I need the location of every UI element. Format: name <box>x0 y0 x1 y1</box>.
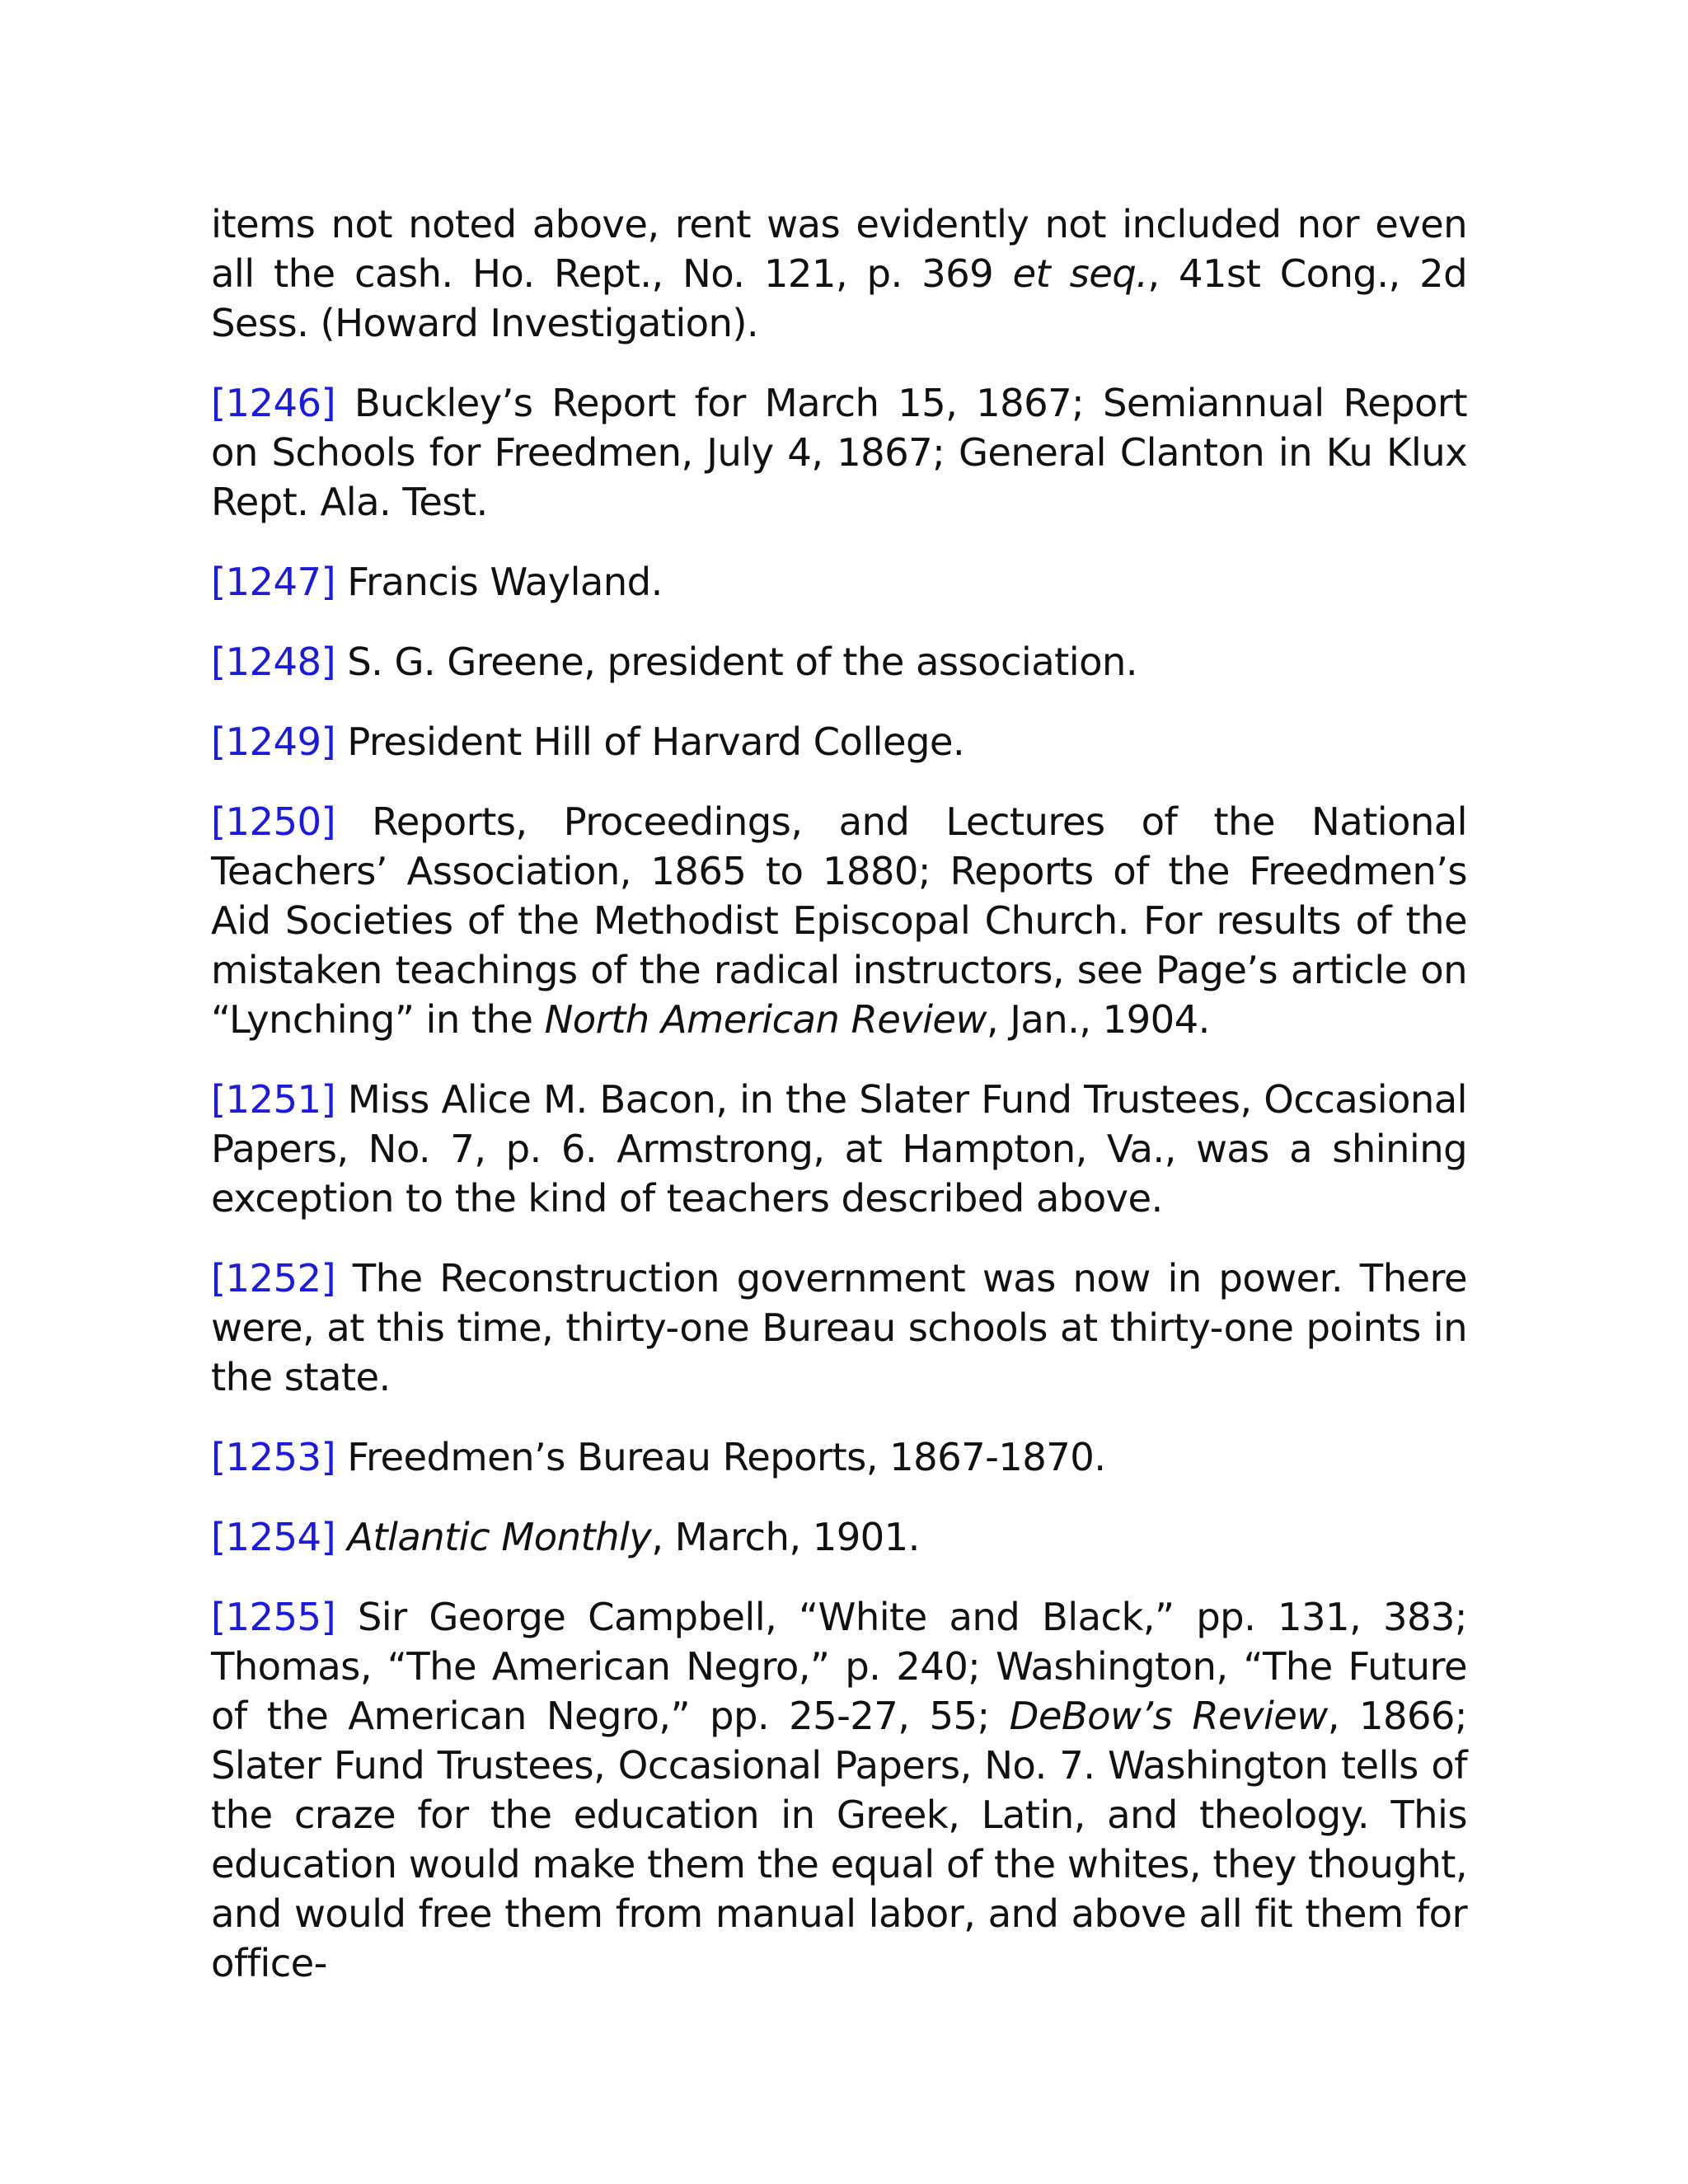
footnote-reference-link[interactable]: [1254] <box>211 1515 336 1559</box>
footnote-reference-link[interactable]: [1249] <box>211 719 336 764</box>
footnote-paragraph <box>211 1592 1467 1988</box>
footnote-text: Sir George Campbell, “White and Black,” pp. 131, 383; Thomas, “The American Negro,” p. 240; Washington, “The Future of the American Negro,” pp. 25-27, 55; <box>211 1595 1467 1738</box>
footnote-reference-link[interactable]: [1255] <box>211 1595 336 1639</box>
footnote-reference-link[interactable]: [1250] <box>211 799 336 844</box>
footnote-text: The Reconstruction government was now in power. There were, at this time, thirty-one Bureau schools at thirty-one points in the state. <box>211 1256 1467 1399</box>
footnote-paragraph <box>211 1075 1467 1223</box>
footnote-reference-link[interactable]: [1246] <box>211 381 336 425</box>
footnote-reference-link[interactable]: [1253] <box>211 1435 336 1479</box>
footnote-paragraph <box>211 557 1467 607</box>
footnote-italic-text: et seq. <box>1012 251 1148 296</box>
footnote-text: Buckley’s Report for March 15, 1867; Semiannual Report on Schools for Freedmen, July 4, 1867; General Clanton in Ku Klux Rept. Ala. Test. <box>211 381 1467 524</box>
footnote-paragraph <box>211 1512 1467 1562</box>
footnote-italic-text: North American Review <box>544 997 987 1042</box>
footnote-paragraph <box>211 1254 1467 1402</box>
footnote-text: items not noted above, rent was evidently not included nor even all the cash. Ho. Rept., No. 121, p. 369 <box>211 202 1467 296</box>
footnote-paragraph <box>211 797 1467 1044</box>
footnote-reference-link[interactable]: [1247] <box>211 560 336 604</box>
footnote-paragraph <box>211 378 1467 527</box>
footnote-reference-link[interactable]: [1252] <box>211 1256 336 1301</box>
footnote-text: Miss Alice M. Bacon, in the Slater Fund Trustees, Occasional Papers, No. 7, p. 6. Armstrong, at Hampton, Va., was a shining exception to the kind of teachers described above. <box>211 1077 1467 1221</box>
footnote-italic-text: DeBow’s Review <box>1009 1694 1328 1738</box>
footnote-text: Reports, Proceedings, and Lectures of the National Teachers’ Association, 1865 to 1880; Reports of the Freedmen’s Aid Societies of the Methodist Episcopal Church. For results of the mistaken teachings of the radical instructors, see Page’s article on “Lynching” in the <box>211 799 1467 1042</box>
footnote-reference-link[interactable]: [1251] <box>211 1077 336 1122</box>
footnote-text: , 41st Cong., 2d Sess. (Howard Investigation). <box>211 251 1467 345</box>
footnote-paragraph <box>211 199 1467 348</box>
footnote-text: President Hill of Harvard College. <box>347 719 965 764</box>
footnote-text: Francis Wayland. <box>347 560 663 604</box>
footnotes-page <box>211 199 1467 2018</box>
footnote-text: , March, 1901. <box>651 1515 920 1559</box>
footnote-reference-link[interactable]: [1248] <box>211 640 336 684</box>
footnote-text: S. G. Greene, president of the association. <box>347 640 1137 684</box>
footnote-paragraph <box>211 1432 1467 1482</box>
footnote-italic-text: Atlantic Monthly <box>347 1515 652 1559</box>
footnote-paragraph <box>211 717 1467 766</box>
footnote-text: Freedmen’s Bureau Reports, 1867-1870. <box>347 1435 1106 1479</box>
footnote-text: , 1866; Slater Fund Trustees, Occasional Papers, No. 7. Washington tells of the craze for the education in Greek, Latin, and theology. This education would make them the equal of the whites, they thought, and would free them from manual labor, and above all fit them for office- <box>211 1694 1467 1985</box>
footnote-paragraph <box>211 637 1467 687</box>
footnote-text: , Jan., 1904. <box>986 997 1210 1042</box>
